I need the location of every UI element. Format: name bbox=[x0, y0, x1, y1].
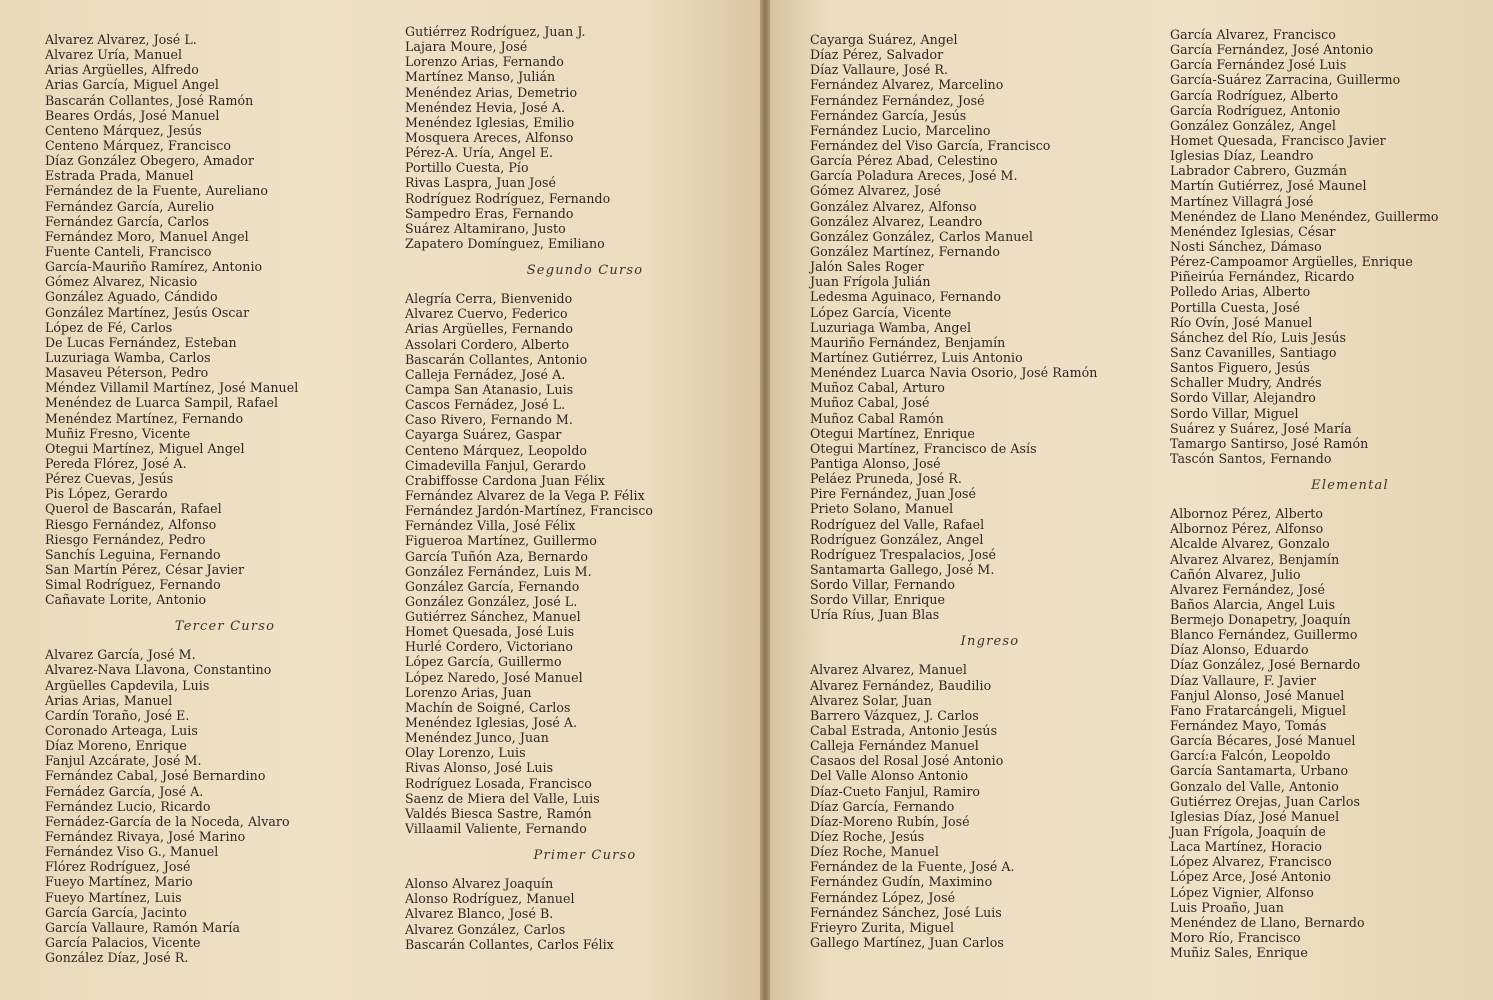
student-name: Alvarez Solar, Juan bbox=[810, 692, 932, 708]
student-name: Santos Figuero, Jesús bbox=[1170, 360, 1310, 376]
student-name: González García, Fernando bbox=[405, 578, 580, 594]
student-name: Fernández López, José bbox=[810, 889, 956, 905]
student-name: Bascarán Collantes, José Ramón bbox=[45, 92, 254, 108]
student-name: Alonso Rodríguez, Manuel bbox=[405, 891, 575, 907]
student-name: Fernández Fernández, José bbox=[810, 92, 985, 108]
student-name: Rodríguez Rodríguez, Fernando bbox=[405, 190, 611, 206]
student-name: Machín de Soigné, Carlos bbox=[405, 699, 571, 715]
section-heading: Tercer Curso bbox=[174, 619, 276, 635]
student-name: Díaz Alonso, Eduardo bbox=[1170, 642, 1309, 658]
student-name: Suárez Altamirano, Justo bbox=[405, 220, 566, 236]
student-name: Fernández Cabal, José Bernardino bbox=[45, 768, 266, 784]
student-name: Bermejo Donapetry, Joaquín bbox=[1170, 612, 1351, 628]
student-name: Sanchís Leguina, Fernando bbox=[45, 546, 221, 562]
student-name: González González, José L. bbox=[405, 593, 578, 609]
name-column-3 bbox=[810, 32, 1170, 950]
student-name: Otegui Martínez, Miguel Angel bbox=[45, 440, 245, 456]
student-name: Fernández García, Jesús bbox=[810, 107, 967, 123]
student-name: Sordo Villar, Miguel bbox=[1170, 405, 1299, 421]
student-name: Fernández García, Aurelio bbox=[45, 198, 215, 214]
student-name: Menéndez de Luarca Sampil, Rafael bbox=[45, 395, 279, 411]
student-name: Fernández Sánchez, José Luis bbox=[810, 904, 1002, 920]
student-name: Menéndez Martínez, Fernando bbox=[45, 410, 244, 426]
student-name: Hurlé Cordero, Victoriano bbox=[405, 639, 574, 655]
student-name: Menéndez de Llano Menéndez, Guillermo bbox=[1170, 208, 1439, 224]
student-name: López de Fé, Carlos bbox=[45, 319, 173, 335]
student-name: Díez Roche, Manuel bbox=[810, 844, 939, 860]
student-name: Villaamil Valiente, Fernando bbox=[405, 821, 587, 837]
student-name: Nosti Sánchez, Dámaso bbox=[1170, 238, 1322, 254]
student-name: Alvarez Cuervo, Federico bbox=[405, 306, 568, 322]
student-name: Sordo Villar, Fernando bbox=[810, 577, 955, 593]
student-name: González Aguado, Cándido bbox=[45, 289, 218, 305]
student-name: Menéndez Arias, Demetrio bbox=[405, 84, 578, 100]
student-name: Menéndez Luarca Navia Osorio, José Ramón bbox=[810, 365, 1098, 381]
student-name: Cabal Estrada, Antonio Jesús bbox=[810, 723, 998, 739]
student-name: Cayarga Suárez, Angel bbox=[810, 32, 958, 47]
student-name: Gutiérrez Rodríguez, Juan J. bbox=[405, 24, 586, 39]
student-name: Díaz Pérez, Salvador bbox=[810, 47, 944, 63]
student-name: Cañón Alvarez, Julio bbox=[1170, 566, 1301, 582]
student-name: Calleja Fernández Manuel bbox=[810, 738, 979, 754]
student-name: Cascos Fernádez, José L. bbox=[405, 397, 566, 413]
student-name: Fanjul Alonso, José Manuel bbox=[1170, 687, 1345, 703]
student-name: Gutiérrez Sánchez, Manuel bbox=[405, 609, 581, 625]
student-name: Laca Martínez, Horacio bbox=[1170, 839, 1323, 855]
student-name: Lorenzo Arias, Juan bbox=[405, 684, 532, 700]
student-name: Pis López, Gerardo bbox=[45, 486, 168, 502]
student-name: García Rodríguez, Alberto bbox=[1170, 87, 1339, 103]
student-name: García García, Jacinto bbox=[45, 904, 187, 920]
student-name: Díaz González, José Bernardo bbox=[1170, 657, 1361, 673]
student-name: Lajara Moure, José bbox=[405, 39, 528, 55]
student-name: Fernández Mayo, Tomás bbox=[1170, 718, 1327, 734]
student-name: Rodríguez Losada, Francisco bbox=[405, 775, 592, 791]
student-name: Assolari Cordero, Alberto bbox=[405, 336, 570, 352]
student-name: Ledesma Aguinaco, Fernando bbox=[810, 289, 1001, 305]
student-name: Rodríguez del Valle, Rafael bbox=[810, 516, 985, 532]
student-name: Cayarga Suárez, Gaspar bbox=[405, 427, 562, 443]
student-name: Peláez Pruneda, José R. bbox=[810, 471, 962, 487]
student-name: Díaz Vallaure, F. Javier bbox=[1170, 672, 1317, 688]
student-name: Otegui Martínez, Enrique bbox=[810, 425, 975, 441]
student-name: Piñeirúa Fernández, Ricardo bbox=[1170, 269, 1355, 285]
student-name: Pantiga Alonso, José bbox=[810, 455, 941, 471]
student-name: Muñoz Cabal Ramón bbox=[810, 410, 944, 426]
student-name: Bascarán Collantes, Carlos Félix bbox=[405, 936, 614, 952]
student-name: Díaz González Obegero, Amador bbox=[45, 153, 254, 169]
student-name: Pérez-A. Uría, Angel E. bbox=[405, 145, 554, 161]
student-name: Menéndez Iglesias, César bbox=[1170, 223, 1336, 239]
student-name: Beares Ordás, José Manuel bbox=[45, 107, 220, 123]
student-name: Centeno Márquez, Leopoldo bbox=[405, 442, 588, 458]
student-name: López Naredo, José Manuel bbox=[405, 669, 583, 685]
student-name: Alvarez Alvarez, Manuel bbox=[810, 662, 967, 678]
student-name: Méndez Villamil Martínez, José Manuel bbox=[45, 380, 299, 396]
student-name: Muñoz Cabal, Arturo bbox=[810, 380, 945, 396]
student-name: Blanco Fernández, Guillermo bbox=[1170, 627, 1358, 643]
student-name: Pérez-Campoamor Argüelles, Enrique bbox=[1170, 254, 1413, 270]
student-name: Fernández Alvarez, Marcelino bbox=[810, 77, 1004, 93]
student-name: Martín Gutiérrez, José Maunel bbox=[1170, 178, 1367, 194]
student-name: García Tuñón Aza, Bernardo bbox=[405, 548, 589, 564]
student-name: Menéndez de Llano, Bernardo bbox=[1170, 914, 1365, 930]
student-name: García Pérez Abad, Celestino bbox=[810, 153, 998, 169]
student-name: González Martínez, Fernando bbox=[810, 243, 1000, 259]
student-name: Alvarez Uría, Manuel bbox=[45, 47, 183, 63]
student-name: Alvarez Alvarez, Benjamín bbox=[1170, 551, 1340, 567]
student-name: Fernández Lucio, Marcelino bbox=[810, 122, 991, 138]
student-name: Lorenzo Arias, Fernando bbox=[405, 54, 564, 70]
student-name: Arias Argüelles, Alfredo bbox=[45, 62, 199, 78]
student-name: Gallego Martínez, Juan Carlos bbox=[810, 935, 1004, 951]
student-name: González Alvarez, Leandro bbox=[810, 213, 983, 229]
student-name: Gonzalo del Valle, Antonio bbox=[1170, 778, 1339, 794]
student-name: Alvarez García, José M. bbox=[45, 647, 196, 663]
section-heading: Ingreso bbox=[960, 634, 1020, 650]
student-name: Pereda Flórez, José A. bbox=[45, 455, 187, 471]
student-name: Schaller Mudry, Andrés bbox=[1170, 375, 1322, 391]
student-name: Alvarez Blanco, José B. bbox=[405, 906, 554, 922]
student-name: Valdés Biesca Sastre, Ramón bbox=[405, 805, 592, 821]
student-name: Coronado Arteaga, Luis bbox=[45, 723, 198, 739]
student-name: De Lucas Fernández, Esteban bbox=[45, 334, 237, 350]
student-name: Casaos del Rosal José Antonio bbox=[810, 753, 1004, 769]
student-name: Luzuriaga Wamba, Carlos bbox=[45, 349, 211, 365]
student-name: Fernández Moro, Manuel Angel bbox=[45, 228, 249, 244]
student-name: Homet Quesada, José Luis bbox=[405, 624, 575, 640]
student-name: Moro Río, Francisco bbox=[1170, 930, 1301, 946]
student-name: Simal Rodríguez, Fernando bbox=[45, 577, 221, 593]
student-name: Crabiffosse Cardona Juan Félix bbox=[405, 472, 605, 488]
student-name: López Vignier, Alfonso bbox=[1170, 884, 1314, 900]
student-name: Fernández Gudín, Maximino bbox=[810, 874, 993, 890]
student-name: Barrero Vázquez, J. Carlos bbox=[810, 707, 979, 723]
student-name: Martínez Manso, Julián bbox=[405, 69, 556, 85]
student-name: Fernández Rivaya, José Marino bbox=[45, 829, 246, 845]
student-name: Tascón Santos, Fernando bbox=[1170, 450, 1332, 466]
student-name: Alonso Alvarez Joaquín bbox=[405, 876, 554, 892]
student-name: Juan Frígola Julián bbox=[810, 274, 931, 290]
student-name: Frieyro Zurita, Miguel bbox=[810, 919, 955, 935]
student-name: Muñoz Cabal, José bbox=[810, 395, 930, 411]
student-name: Iglesias Díaz, Leandro bbox=[1170, 148, 1314, 164]
student-name: Homet Quesada, Francisco Javier bbox=[1170, 132, 1386, 148]
student-name: Baños Alarcia, Angel Luis bbox=[1170, 596, 1336, 612]
student-name: Díaz Vallaure, José R. bbox=[810, 62, 949, 78]
student-name: Díaz-Moreno Rubín, José bbox=[810, 813, 970, 829]
student-name: Figueroa Martínez, Guillermo bbox=[405, 533, 597, 549]
student-name: Portillo Cuesta, Pío bbox=[405, 160, 529, 176]
student-name: Alvarez Alvarez, José L. bbox=[45, 32, 197, 47]
student-name: González González, Angel bbox=[1170, 117, 1336, 133]
student-name: López García, Guillermo bbox=[405, 654, 562, 670]
student-name: Díez Roche, Jesús bbox=[810, 829, 925, 845]
student-name: García Vallaure, Ramón María bbox=[45, 919, 241, 935]
student-name: Mauriño Fernández, Benjamín bbox=[810, 334, 1006, 350]
student-name: Pérez Cuevas, Jesús bbox=[45, 471, 174, 487]
student-name: Rodríguez González, Angel bbox=[810, 531, 984, 547]
student-name: Masaveu Péterson, Pedro bbox=[45, 365, 209, 381]
student-name: Zapatero Domínguez, Emiliano bbox=[405, 235, 605, 251]
student-name: Díaz García, Fernando bbox=[810, 798, 955, 814]
student-name: Cardín Toraño, José E. bbox=[45, 707, 190, 723]
student-name: García Rodríguez, Antonio bbox=[1170, 102, 1341, 118]
student-name: Fueyo Martínez, Mario bbox=[45, 874, 193, 890]
student-name: García Palacios, Vicente bbox=[45, 935, 201, 951]
student-name: Argüelles Capdevila, Luis bbox=[45, 677, 210, 693]
student-name: Fernádez-García de la Noceda, Alvaro bbox=[45, 813, 290, 829]
student-name: Iglesias Díaz, José Manuel bbox=[1170, 808, 1340, 824]
student-name: Gutiérrez Orejas, Juan Carlos bbox=[1170, 793, 1360, 809]
student-name: Arias García, Miguel Angel bbox=[45, 77, 219, 93]
section-heading: Segundo Curso bbox=[526, 263, 644, 279]
student-name: Luzuriaga Wamba, Angel bbox=[810, 319, 972, 335]
student-name: Martínez Villagrá José bbox=[1170, 193, 1314, 209]
student-name: Labrador Cabrero, Guzmán bbox=[1170, 163, 1347, 179]
student-name: Garcí:a Falcón, Leopoldo bbox=[1170, 748, 1331, 764]
student-name: Alcalde Alvarez, Gonzalo bbox=[1170, 536, 1330, 552]
student-name: Fernádez García, José A. bbox=[45, 783, 204, 799]
name-column-4 bbox=[1170, 27, 1493, 960]
student-name: Polledo Arias, Alberto bbox=[1170, 284, 1311, 300]
student-name: Muñiz Sales, Enrique bbox=[1170, 945, 1308, 961]
student-name: García Santamarta, Urbano bbox=[1170, 763, 1349, 779]
student-name: Fernández Lucio, Ricardo bbox=[45, 798, 211, 814]
student-name: Centeno Márquez, Jesús bbox=[45, 122, 202, 138]
student-name: Fernández Villa, José Félix bbox=[405, 518, 576, 534]
student-name: Suárez y Suárez, José María bbox=[1170, 420, 1352, 436]
student-name: Juan Frígola, Joaquín de bbox=[1170, 824, 1326, 840]
student-name: Santamarta Gallego, José M. bbox=[810, 561, 995, 577]
student-name: García Alvarez, Francisco bbox=[1170, 27, 1336, 42]
student-name: Alvarez Fernández, Baudilio bbox=[810, 677, 992, 693]
student-name: Caso Rivero, Fernando M. bbox=[405, 412, 573, 428]
student-name: Gómez Alvarez, José bbox=[810, 183, 942, 199]
student-name: Fernández de la Fuente, José A. bbox=[810, 859, 1015, 875]
student-name: Prieto Solano, Manuel bbox=[810, 501, 954, 517]
student-name: Fernández de la Fuente, Aureliano bbox=[45, 183, 268, 199]
section-heading: Primer Curso bbox=[533, 848, 637, 864]
student-name: López García, Vicente bbox=[810, 304, 952, 320]
student-name: Albornoz Pérez, Alfonso bbox=[1170, 521, 1324, 537]
student-name: López Arce, José Antonio bbox=[1170, 869, 1332, 885]
student-name: González Fernández, Luis M. bbox=[405, 563, 592, 579]
student-name: Mosquera Areces, Alfonso bbox=[405, 129, 574, 145]
student-name: García Fernández, José Antonio bbox=[1170, 42, 1374, 58]
student-name: Estrada Prada, Manuel bbox=[45, 168, 194, 184]
student-name: Muñiz Fresno, Vicente bbox=[45, 425, 191, 441]
student-name: Sordo Villar, Alejandro bbox=[1170, 390, 1316, 406]
student-name: Cañavate Lorite, Antonio bbox=[45, 592, 207, 608]
student-name: Martínez Gutiérrez, Luis Antonio bbox=[810, 349, 1023, 365]
student-name: Díaz-Cueto Fanjul, Ramiro bbox=[810, 783, 981, 799]
student-name: Rodríguez Trespalacios, José bbox=[810, 546, 996, 562]
student-name: Arias Arias, Manuel bbox=[45, 692, 173, 708]
student-name: San Martín Pérez, César Javier bbox=[45, 561, 245, 577]
name-column-2 bbox=[405, 24, 765, 952]
student-name: Flórez Rodríguez, José bbox=[45, 859, 191, 875]
student-name: García Bécares, José Manuel bbox=[1170, 733, 1356, 749]
student-name: Sánchez del Río, Luis Jesús bbox=[1170, 329, 1347, 345]
student-name: González Alvarez, Alfonso bbox=[810, 198, 977, 214]
student-name: Arias Argüelles, Fernando bbox=[405, 321, 573, 337]
student-name: Riesgo Fernández, Alfonso bbox=[45, 516, 217, 532]
student-name: Rivas Laspra, Juan José bbox=[405, 175, 557, 191]
student-name: Fernández del Viso García, Francisco bbox=[810, 137, 1051, 153]
name-column-1 bbox=[45, 32, 405, 965]
student-name: Tamargo Santirso, José Ramón bbox=[1170, 435, 1369, 451]
section-heading: Elemental bbox=[1311, 478, 1389, 494]
student-name: García Fernández José Luis bbox=[1170, 57, 1347, 73]
student-name: Alegría Cerra, Bienvenido bbox=[405, 291, 573, 307]
student-name: González Martínez, Jesús Oscar bbox=[45, 304, 250, 320]
student-name: Fuente Canteli, Francisco bbox=[45, 243, 212, 259]
student-name: Luis Proaño, Juan bbox=[1170, 899, 1284, 915]
student-name: Fernández Jardón-Martínez, Francisco bbox=[405, 503, 654, 519]
student-name: Campa San Atanasio, Luis bbox=[405, 381, 574, 397]
student-name: Alvarez-Nava Llavona, Constantino bbox=[45, 662, 272, 678]
student-name: Menéndez Junco, Juan bbox=[405, 730, 549, 746]
student-name: Centeno Márquez, Francisco bbox=[45, 137, 231, 153]
student-name: Sampedro Eras, Fernando bbox=[405, 205, 574, 221]
student-name: Fano Fratarcángeli, Miguel bbox=[1170, 702, 1347, 718]
student-name: Pire Fernández, Juan José bbox=[810, 486, 976, 502]
student-name: Calleja Fernádez, José A. bbox=[405, 366, 566, 382]
student-name: García-Mauriño Ramírez, Antonio bbox=[45, 259, 263, 275]
student-name: García Poladura Areces, José M. bbox=[810, 168, 1018, 184]
student-name: Menéndez Iglesias, José A. bbox=[405, 715, 578, 731]
student-name: Menéndez Hevia, José A. bbox=[405, 99, 566, 115]
student-name: Alvarez Fernández, José bbox=[1170, 581, 1325, 597]
student-name: Querol de Bascarán, Rafael bbox=[45, 501, 222, 517]
student-name: López Alvarez, Francisco bbox=[1170, 854, 1332, 870]
student-name: Fernández Viso G., Manuel bbox=[45, 844, 219, 860]
student-name: González Díaz, José R. bbox=[45, 950, 189, 966]
student-name: Díaz Moreno, Enrique bbox=[45, 738, 187, 754]
student-name: Rivas Alonso, José Luis bbox=[405, 760, 554, 776]
student-name: Alvarez González, Carlos bbox=[405, 921, 566, 937]
student-name: Gómez Alvarez, Nicasio bbox=[45, 274, 198, 290]
student-name: Sanz Cavanilles, Santiago bbox=[1170, 344, 1337, 360]
student-name: Albornoz Pérez, Alberto bbox=[1170, 506, 1324, 522]
student-name: Uría Ríus, Juan Blas bbox=[810, 607, 940, 623]
student-name: Otegui Martínez, Francisco de Asís bbox=[810, 440, 1037, 456]
student-name: Riesgo Fernández, Pedro bbox=[45, 531, 206, 547]
student-name: Menéndez Iglesias, Emilio bbox=[405, 114, 575, 130]
student-name: Fanjul Azcárate, José M. bbox=[45, 753, 202, 769]
student-name: Jalón Sales Roger bbox=[810, 259, 924, 275]
student-name: Portilla Cuesta, José bbox=[1170, 299, 1301, 315]
student-name: Fueyo Martínez, Luis bbox=[45, 889, 182, 905]
student-name: García-Suárez Zarracina, Guillermo bbox=[1170, 72, 1401, 88]
student-name: Fernández García, Carlos bbox=[45, 213, 210, 229]
student-name: Río Ovín, José Manuel bbox=[1170, 314, 1313, 330]
student-name: González González, Carlos Manuel bbox=[810, 228, 1033, 244]
student-name: Bascarán Collantes, Antonio bbox=[405, 351, 588, 367]
student-name: Del Valle Alonso Antonio bbox=[810, 768, 969, 784]
student-name: Cimadevilla Fanjul, Gerardo bbox=[405, 457, 586, 473]
student-name: Saenz de Miera del Valle, Luis bbox=[405, 790, 600, 806]
student-name: Sordo Villar, Enrique bbox=[810, 592, 946, 608]
student-name: Olay Lorenzo, Luis bbox=[405, 745, 526, 761]
student-name: Fernández Alvarez de la Vega P. Félix bbox=[405, 487, 645, 503]
